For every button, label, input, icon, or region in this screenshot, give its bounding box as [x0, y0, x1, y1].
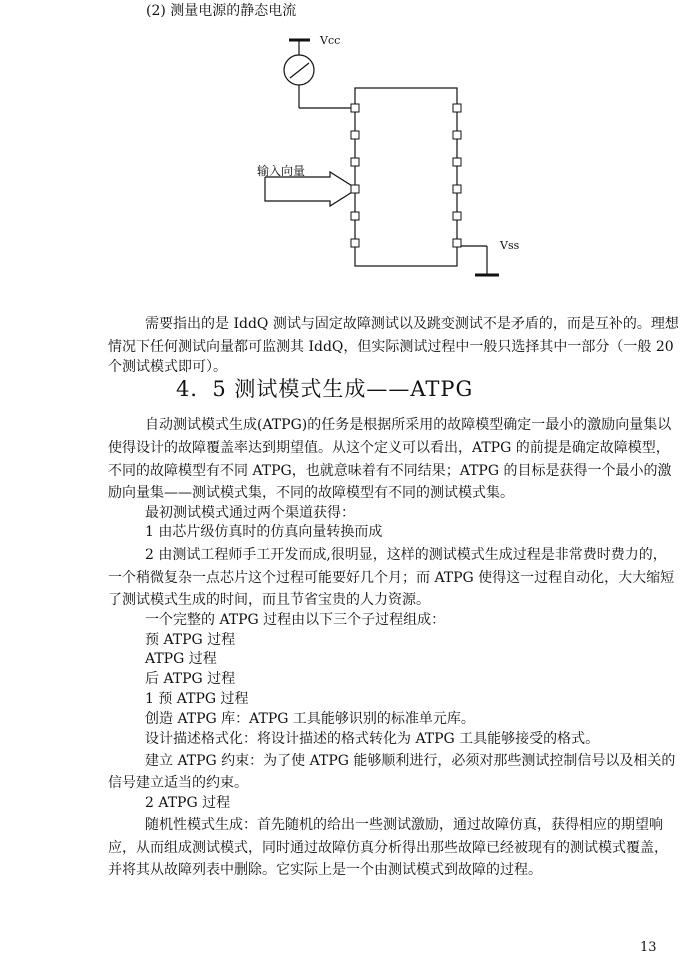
channels-intro: 最初测试模式通过两个渠道获得： [145, 505, 355, 521]
chip-pin-left-3 [351, 158, 359, 166]
chip-pin-right-4 [453, 185, 461, 193]
random-mode-line2: 应，从而组成测试模式，同时通过故障仿真分析得出那些故障已经被现有的测试模式覆盖， [108, 840, 668, 856]
channel-2-line1: 2 由测试工程师手工开发而成,很明显，这样的测试模式生成过程是非常费时费力的， [145, 547, 667, 563]
chip-pin-left-5 [351, 212, 359, 220]
chip-body [355, 88, 457, 266]
page-number: 13 [640, 940, 657, 955]
para1-line1: 需要指出的是 IddQ 测试与固定故障测试以及跳变测试不是矛盾的，而是互补的。理想 [145, 316, 679, 332]
channel-1: 1 由芯片级仿真时的仿真向量转换而成 [145, 524, 383, 540]
section-heading: 4．5 测试模式生成——ATPG [176, 377, 474, 401]
chip-pin-left-4 [351, 185, 359, 193]
para2-line1: 自动测试模式生成(ATPG)的任务是根据所采用的故障模型确定一最小的激励向量集以 [145, 417, 672, 433]
chip-pin-right-5 [453, 212, 461, 220]
random-mode-line1: 随机性模式生成：首先随机的给出一些测试激励，通过故障仿真，获得相应的期望响 [145, 817, 663, 833]
input-vector-label: 输入向量 [257, 164, 306, 178]
iddq-circuit-diagram [0, 0, 684, 300]
chip-pin-left-6 [351, 239, 359, 247]
chip-pin-left-2 [351, 131, 359, 139]
create-library: 创造 ATPG 库：ATPG 工具能够识别的标准单元库。 [145, 711, 475, 727]
para2-line2: 使得设计的故障覆盖率达到期望值。从这个定义可以看出，ATPG 的前提是确定故障模型， [108, 440, 670, 456]
para2-line4: 励向量集——测试模式集，不同的故障模型有不同的测试模式集。 [108, 485, 514, 501]
subprocess-pre: 预 ATPG 过程 [145, 632, 236, 648]
pre-atpg-title: 1 预 ATPG 过程 [145, 691, 249, 707]
random-mode-line3: 并将其从故障列表中删除。它实际上是一个由测试模式到故障的过程。 [108, 862, 542, 878]
chip-pin-right-6 [453, 239, 461, 247]
ammeter-icon [284, 55, 314, 85]
process-intro: 一个完整的 ATPG 过程由以下三个子过程组成： [145, 612, 446, 628]
para2-line3: 不同的故障模型有不同 ATPG，也就意味着有不同结果；ATPG 的目标是获得一个最小的激 [108, 463, 672, 479]
subprocess-post: 后 ATPG 过程 [145, 671, 236, 687]
para1-line2: 情况下任何测试向量都可监测其 IddQ，但实际测试过程中一般只选择其中一部分（一般 20 [108, 339, 674, 355]
chip-pin-right-3 [453, 158, 461, 166]
channel-2-line2: 一个稍微复杂一点芯片这个过程可能要好几个月；而 ATPG 使得这一过程自动化，大大缩短 [108, 570, 675, 586]
chip-pin-right-1 [453, 104, 461, 112]
constraints-line1: 建立 ATPG 约束：为了使 ATPG 能够顺利进行，必须对那些测试控制信号以及相关的 [145, 753, 676, 769]
chip-pin-right-2 [453, 131, 461, 139]
constraints-line2: 信号建立适当的约束。 [108, 775, 248, 791]
vcc-label: Vcc [320, 34, 341, 47]
chip-pin-left-1 [351, 104, 359, 112]
design-format: 设计描述格式化：将设计描述的格式转化为 ATPG 工具能够接受的格式。 [145, 731, 600, 747]
para1-line3: 个测试模式即可）。 [108, 359, 227, 375]
vss-label: Vss [500, 239, 520, 252]
subprocess-atpg: ATPG 过程 [145, 651, 217, 667]
atpg-title: 2 ATPG 过程 [145, 795, 231, 811]
channel-2-line3: 了测试模式生成的时间，而且节省宝贵的人力资源。 [108, 592, 430, 608]
diagram-caption: (2) 测量电源的静态电流 [146, 3, 297, 19]
